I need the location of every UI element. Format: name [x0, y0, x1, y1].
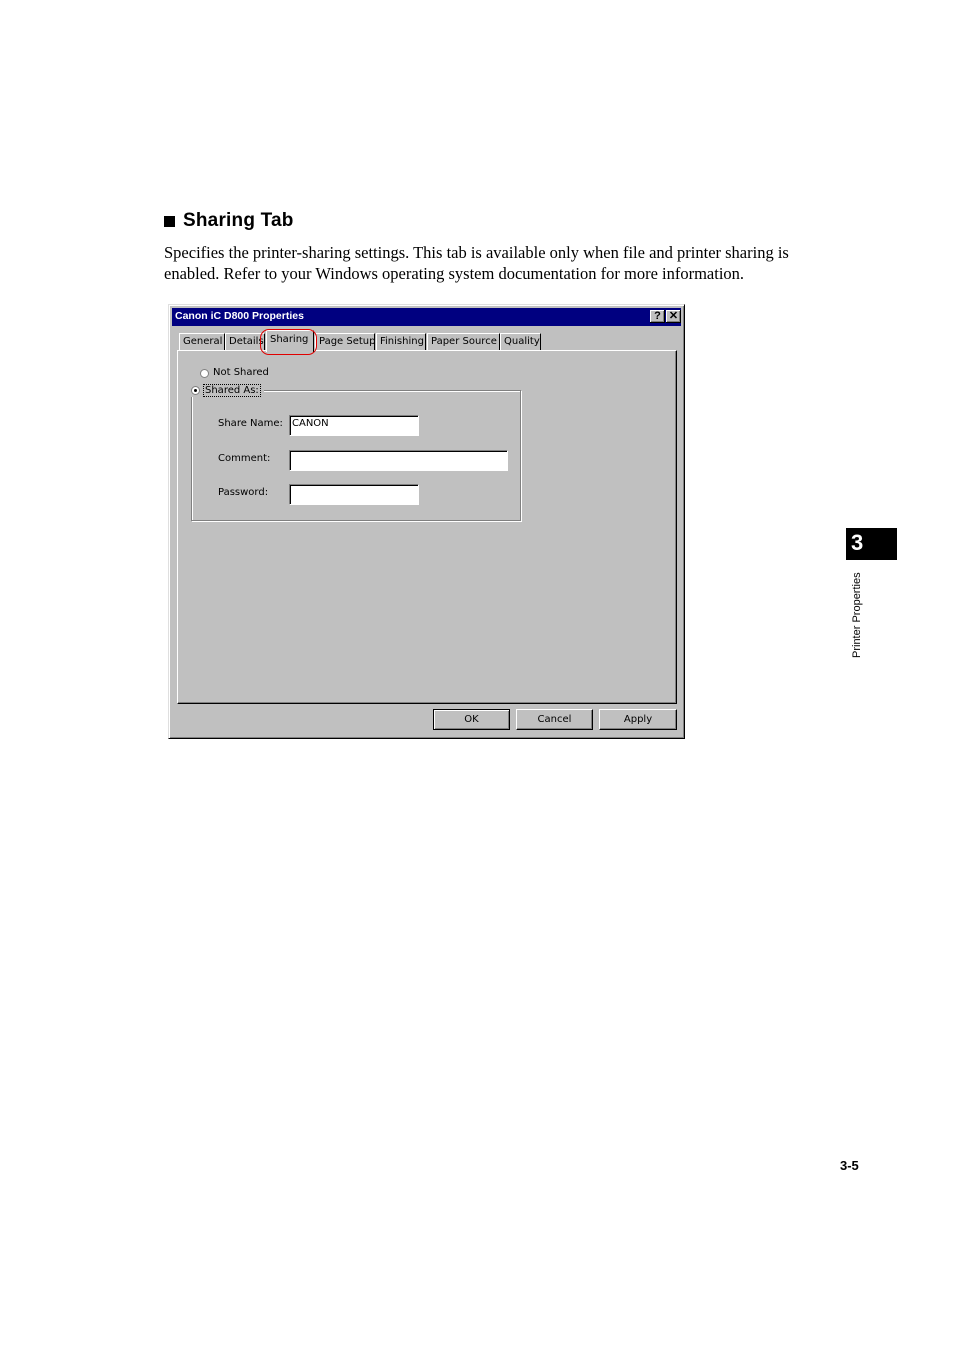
radio-selected-dot [194, 389, 197, 392]
intro-line: enabled. Refer to your Windows operating system documentation for more information. [164, 264, 745, 283]
not-shared-radio[interactable] [200, 369, 209, 378]
section-heading [164, 208, 294, 234]
tab-details[interactable]: Details [225, 333, 265, 350]
cancel-button[interactable]: Cancel [516, 709, 593, 730]
dialog-title: Canon iC D800 Properties [175, 310, 304, 322]
tab-highlight-circle [260, 329, 317, 355]
share-name-input[interactable]: CANON [289, 415, 419, 436]
tab-paper-source[interactable]: Paper Source [427, 333, 500, 350]
tab-finishing[interactable]: Finishing [376, 333, 426, 350]
tab-quality[interactable]: Quality [500, 333, 541, 350]
shared-as-label[interactable]: Shared As: [205, 385, 259, 396]
share-name-label: Share Name: [218, 418, 283, 429]
chapter-number: 3 [851, 530, 864, 555]
tab-page-setup[interactable]: Page Setup [315, 333, 375, 350]
title-bar[interactable] [172, 308, 681, 326]
close-button[interactable]: ✕ [666, 310, 681, 323]
tab-general[interactable]: General [179, 333, 225, 350]
not-shared-label[interactable]: Not Shared [213, 367, 269, 378]
chapter-tab [846, 528, 897, 560]
heading-text: Sharing Tab [183, 210, 294, 231]
comment-label: Comment: [218, 453, 271, 464]
square-bullet-icon [164, 216, 175, 227]
apply-button[interactable]: Apply [599, 709, 677, 730]
comment-input[interactable] [289, 450, 508, 471]
password-label: Password: [218, 487, 269, 498]
shared-as-legend [188, 384, 264, 397]
password-input[interactable] [289, 484, 419, 505]
intro-line: Specifies the printer-sharing settings. This tab is available only when file and printer sharing is [164, 243, 789, 262]
shared-as-radio[interactable] [191, 386, 200, 395]
help-button[interactable]: ? [650, 310, 665, 323]
tab-sharing[interactable]: Sharing [266, 330, 314, 352]
sharing-panel [177, 350, 677, 704]
chapter-title: Printer Properties [851, 572, 863, 658]
intro-paragraph [164, 242, 844, 284]
page-number: 3-5 [840, 1158, 859, 1173]
ok-button[interactable]: OK [433, 709, 510, 730]
properties-dialog [168, 304, 685, 739]
